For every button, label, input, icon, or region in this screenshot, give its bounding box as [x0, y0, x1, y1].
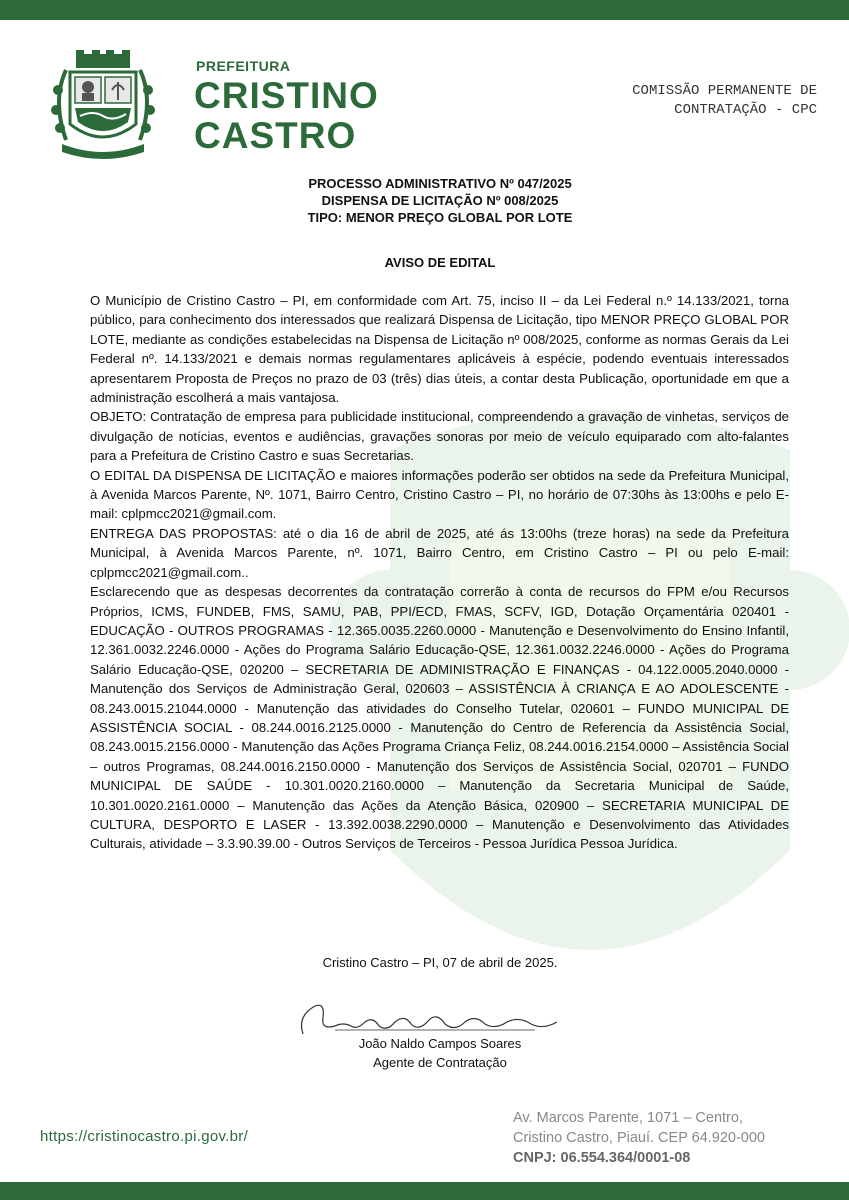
commission-label: [632, 82, 817, 120]
procurement-type: TIPO: MENOR PREÇO GLOBAL POR LOTE: [307, 210, 573, 225]
proposal-delivery-paragraph: ENTREGA DAS PROPOSTAS: até o dia 16 de abril de 2025, até ás 13:00hs (treze horas) na sede da Prefeitura Municipal, à Avenida Marcos Parente, nº. 1071, Bairro Centro, em Cristino Castro – PI ou pelo E-mail: cplpmcc2021@gmail.com..: [90, 525, 789, 580]
website-link[interactable]: https://cristinocastro.pi.gov.br/: [40, 1128, 249, 1145]
budget-paragraph: Esclarecendo que as despesas decorrentes da contratação correrão à conta de recursos do FPM e/ou Recursos Próprios, ICMS, FUNDEB, FMS, SAMU, PAB, PPI/ECD, FMAS, SCFV, IGD, Dotação Orçamentária 020401 - EDUCAÇÃO - OUTROS PROGRAMAS - 12.365.0035.2260.0000 - Manutenção e Desenvolvimento do Ensino Infantil, 12.361.0032.2246.0000 - Ações do Programa Salário Educação-QSE, 12.361.0032.2246.0000 - Ações do Programa Salário Educação-QSE, 020200 – SECRETARIA DE ADMINISTRAÇÃO E FINANÇAS - 04.122.0005.2040.0000 - Manutenção dos Serviços de Administração Geral, 020603 – ASSISTÊNCIA À CRIANÇA E AO ADOLESCENTE - 08.243.0015.21044.0000 - Manutenção das atividades do Conselho Tutelar, 020601 – FUNDO MUNICIPAL DE ASSISTÊNCIA SOCIAL - 08.244.0016.2125.0000 - Manutenção do Centro de Referencia da Assistência Social, 08.243.0015.2156.0000 - Manutenção das Ações Programa Criança Feliz, 08.244.0016.2154.0000 – Assistência Social – outros Programas, 08.244.0016.2150.0000 - Manutenção dos Serviços de Assistência Social, 020701 – FUNDO MUNICIPAL DE SAÚDE - 10.301.0020.2160.0000 – Manutenção da Secretaria Municipal de Saúde, 10.301.0020.2161.0000 – Manutenção das Ações da Atenção Básica, 020900 – SECRETARIA MUNICIPAL DE CULTURA, DESPORTO E LASER - 13.392.0038.2290.0000 – Manutenção e Desenvolvimento das Atividades Culturais, atividade – 3.3.90.39.00 - Outros Serviços de Terceiros - Pessoa Jurídica Pessoa Jurídica.: [90, 584, 789, 852]
object-paragraph: OBJETO: Contratação de empresa para publicidade institucional, compreendendo a gravação de vinhetas, serviços de divulgação de notícias, eventos e audiências, gravações sonoras por meio de veículo equiparado com alto-falantes para a Prefeitura de Cristino Castro e suas Secretarias.: [90, 409, 789, 464]
edital-info-paragraph: O EDITAL DA DISPENSA DE LICITAÇÃO e maiores informações poderão ser obtidos na sede da Prefeitura Municipal, à Avenida Marcos Parente, Nº. 1071, Bairro Centro, Cristino Castro – PI, no horário de 07:30hs às 13:00hs e pelo E-mail: cplpmcc2021@gmail.com.: [90, 467, 789, 522]
prefeitura-label: PREFEITURA: [196, 58, 291, 74]
cnpj: CNPJ: 06.554.364/0001-08: [513, 1150, 691, 1166]
dateline: Cristino Castro – PI, 07 de abril de 2025.: [322, 955, 558, 970]
document-title: AVISO DE EDITAL: [384, 255, 496, 270]
top-green-bar: [0, 0, 849, 20]
footer-address: [513, 1108, 765, 1168]
dispensa-number: DISPENSA DE LICITAÇÃO Nº 008/2025: [321, 193, 559, 208]
commission-line2: CONTRATAÇÃO - CPC: [674, 102, 817, 118]
signer-name: João Naldo Campos Soares: [358, 1036, 522, 1051]
commission-line1: COMISSÃO PERMANENTE DE: [632, 83, 817, 99]
prefeitura-logo: [48, 50, 378, 160]
address-line2: Cristino Castro, Piauí. CEP 64.920-000: [513, 1130, 766, 1146]
city-name-line1: CRISTINO: [194, 75, 379, 116]
bottom-green-bar: [0, 1182, 849, 1200]
intro-paragraph: O Município de Cristino Castro – PI, em conformidade com Art. 75, inciso II – da Lei Federal n.º 14.133/2021, torna público, para conhecimento dos interessados que realizará Dispensa de Licitação, tipo MENOR PREÇO GLOBAL POR LOTE, mediante as condições estabelecidas na Dispensa de Licitação nº 008/2025, conforme as normas Gerais da Lei Federal nº. 14.133/2021 e demais normas regulamentares aplicáveis à espécie, podendo eventuais interessados apresentarem Proposta de Preços no prazo de 03 (três) dias úteis, a contar desta Publicação, oportunidade em que a administração escolherá a mais vantajosa.: [90, 293, 789, 406]
signer-block: [0, 1034, 849, 1072]
address-line1: Av. Marcos Parente, 1071 – Centro,: [513, 1110, 743, 1126]
document-body: [90, 291, 789, 854]
process-number: PROCESSO ADMINISTRATIVO Nº 047/2025: [308, 176, 572, 191]
document-headings: [0, 175, 849, 226]
coat-of-arms-icon: [48, 50, 158, 160]
city-name-line2: CASTRO: [194, 115, 357, 156]
signer-role: Agente de Contratação: [373, 1055, 507, 1070]
